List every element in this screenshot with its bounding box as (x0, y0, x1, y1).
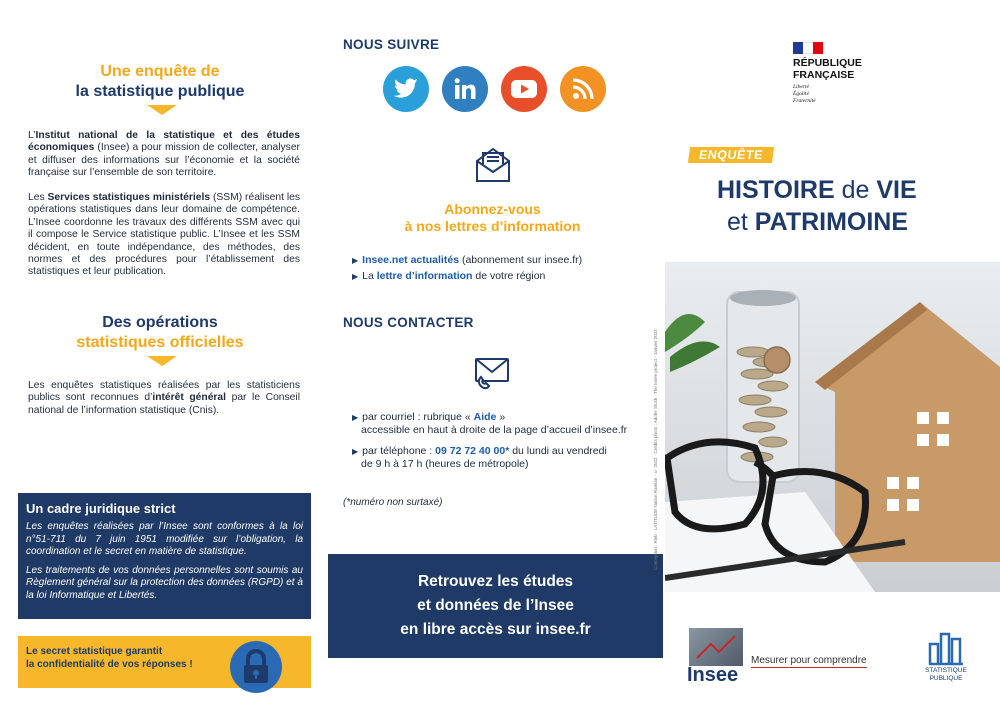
enquete-badge: ENQUÊTE (688, 147, 774, 163)
heading-triangle-decoration (147, 356, 177, 366)
legal-framework-box (18, 493, 311, 619)
legal-framework-text-2: Les traitements de vos données personnelles sont soumis au Règlement général sur la protection des données (RGPD) et à la loi Informatique et Libertés. (26, 564, 303, 601)
cover-photo-house-coins-glasses (665, 262, 1000, 592)
subscribe-title-line1: Abonnez-vous (444, 201, 541, 217)
statistique-publique-logo: STATISTIQUE PUBLIQUE (925, 667, 967, 682)
rss-icon[interactable] (560, 66, 606, 112)
contact-us-title: NOUS CONTACTER (343, 315, 474, 330)
paragraph-insee: L’Institut national de la statistique et des études économiques (Insee) a pour mission de collecter, analyser et diffuser des informations sur l’économie et la société française sur l’ensemble de son territoire. (28, 130, 300, 179)
heading-operations-line1: Des opérations (102, 314, 218, 331)
arrow-right-icon: ▶ (352, 272, 359, 281)
newsletter-item-regional-letter[interactable]: ▶ La lettre d’information de votre région (352, 270, 546, 282)
banner-line2: et données de l’Insee (417, 597, 574, 614)
arrow-right-icon: ▶ (352, 413, 359, 422)
contact-email-item[interactable]: ▶ par courriel : rubrique « Aide » accessible en haut à droite de la page d’accueil d’insee.fr (352, 411, 628, 436)
heading-enquete-statistique-line2: la statistique publique (75, 83, 245, 100)
middle-panel (320, 0, 665, 707)
left-panel (0, 0, 320, 707)
twitter-icon[interactable] (383, 66, 429, 112)
right-panel (665, 0, 1000, 707)
survey-title: HISTOIRE de VIE et PATRIMOINE (717, 176, 917, 236)
insee-logo-mark (689, 628, 743, 666)
legal-framework-title: Un cadre juridique strict (26, 501, 176, 516)
newsletter-envelope-icon (473, 145, 513, 185)
legal-framework-text-1: Les enquêtes réalisées par l’Insee sont conformes à la loi n°51-711 du 7 juin 1951 modifiée sur l’obligation, la coordination et le secret en matière de statistique. (26, 521, 303, 557)
insee-logo: Insee (687, 664, 739, 686)
statistique-publique-logo-icon (927, 626, 965, 666)
arrow-right-icon: ▶ (352, 447, 359, 456)
banner-line3: en libre accès sur insee.fr (400, 621, 591, 638)
follow-us-title: NOUS SUIVRE (343, 37, 440, 52)
contact-mail-phone-icon (473, 355, 511, 393)
newsletter-item-insee-net[interactable]: ▶ Insee.net actualités (abonnement sur insee.fr) (352, 254, 583, 266)
padlock-icon (230, 641, 282, 693)
contact-phone-item[interactable]: ▶ par téléphone : 09 72 72 40 00* du lundi au vendredi de 9 h à 17 h (heures de métropole) (352, 445, 607, 470)
paragraph-ssm: Les Services statistiques ministériels (SSM) réalisent les opérations statistiques dans leur domaine de compétence. L’Insee coordonne les travaux des différents SSM avec qui il compose le Service statistique public. L’Insee et les SSM décident, en toute indépendance, des méthodes, des normes et des procédures pour l’établissement des statistiques et leur publication. (28, 192, 301, 278)
arrow-right-icon: ▶ (352, 256, 359, 265)
paragraph-cnis: Les enquêtes statistiques réalisées par les statisticiens publics sont reconnues d’intérêt général par le Conseil national de l’information statistique (Cnis). (28, 380, 300, 416)
youtube-icon[interactable] (501, 66, 547, 112)
french-flag-icon (793, 42, 823, 54)
secret-text-line1: Le secret statistique garantit (26, 646, 163, 657)
insee-tagline: Mesurer pour comprendre (751, 655, 867, 666)
heading-triangle-decoration (147, 105, 177, 115)
photo-credits-text: Conception : Rieb · LATITUDE Nation Ratelan · © 2022 · Crédits photo : Adobe Stock · The Insee project · Janvier 2023 (653, 329, 658, 570)
heading-enquete-statistique-line1: Une enquête de (100, 63, 220, 80)
insee-open-data-banner[interactable] (328, 554, 663, 658)
secret-text-line2: la confidentialité de vos réponses ! (26, 659, 193, 670)
banner-line1: Retrouvez les études (417, 573, 574, 590)
heading-operations-line2: statistiques officielles (76, 334, 244, 351)
republique-francaise-logo: RÉPUBLIQUE FRANÇAISE Liberté Égalité Fraternité (793, 57, 862, 104)
phone-footnote: (*numéro non surtaxé) (343, 497, 443, 508)
subscribe-title-line2: à nos lettres d’information (404, 218, 581, 234)
linkedin-icon[interactable] (442, 66, 488, 112)
